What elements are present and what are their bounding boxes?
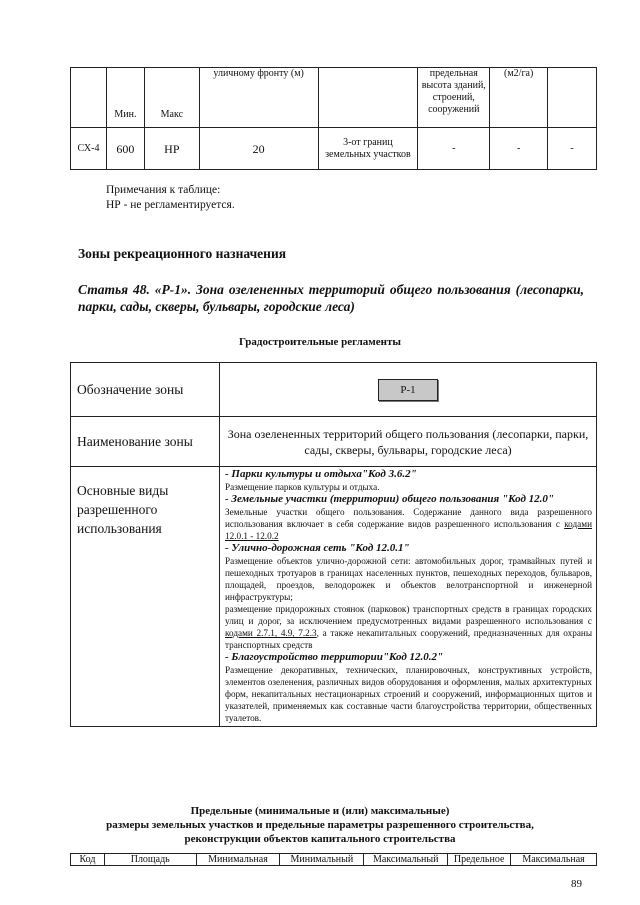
designation-cell (220, 363, 597, 417)
use-description: Размещение парков культуры и отдыха. (225, 482, 380, 492)
table-cell: - (418, 128, 490, 170)
use-text: размещение придорожных стоянок (парковок) транспортных средств в границах городских улиц и дорог, за исключением предусмотренных видами разрешенного использования с (225, 604, 592, 626)
table-header-row (71, 68, 597, 128)
section-heading: Зоны рекреационного назначения (78, 246, 287, 261)
code-link[interactable]: кодами 2.7.1, 4.9, 7.2.3 (225, 628, 317, 638)
table-row (71, 128, 597, 170)
setback-cell: 3-от границ земельных участков (318, 128, 418, 170)
notes-title: Примечания к таблице: (106, 184, 221, 196)
regulations-title: Градостроительные регламенты (238, 336, 401, 348)
header-limit: Предельное (448, 854, 511, 866)
use-description (225, 603, 592, 651)
limits-title (0, 804, 640, 846)
header-min2: Минимальный (280, 854, 364, 866)
zone-name: Зона озелененных территорий общего пользования (лесопарки, парки, сады, скверы, бульвары, городские леса) (220, 417, 597, 467)
table-cell: - (490, 128, 548, 170)
use-description: Размещение декоративных, технических, планировочных, конструктивных устройств, элементов озеленения, различных видов оборудования и оформления, малых архитектурных форм, некапитальных нестационарных строений и сооружений, информационных щитов и указателей, применяемых как составные части благоустройства территории, общественных туалетов. (225, 665, 592, 723)
use-heading: - Благоустройство территории"Код 12.0.2" (225, 651, 444, 663)
zone-code-badge: Р-1 (378, 379, 438, 401)
use-heading: - Земельные участки (территории) общего пользования "Код 12.0" (225, 493, 555, 505)
header-min: Минимальная (196, 854, 280, 866)
code-link[interactable]: кодами 12.0.1 - 12.0.2 (225, 519, 592, 541)
limits-title-line: Предельные (минимальные и (или) максимальные) (190, 805, 450, 817)
header-max: Макс (144, 68, 199, 128)
uses-row (71, 467, 597, 727)
article-title: Статья 48. «Р-1». Зона озелененных территорий общего пользования (лесопарки, парки, сады, скверы, бульвары, городские леса) (78, 282, 584, 314)
uses-label: Основные виды разрешенного использования (71, 467, 220, 727)
header-area: Площадь (104, 854, 196, 866)
notes-text: НР - не регламентируется. (106, 199, 235, 211)
name-row (71, 417, 597, 467)
page-number: 89 (571, 878, 582, 890)
header-max: Максимальный (364, 854, 448, 866)
top-parameters-table (70, 67, 597, 170)
header-max2: Максимальная (511, 854, 597, 866)
table-cell (71, 68, 107, 128)
use-description: Размещение объектов улично-дорожной сети: автомобильных дорог, трамвайных путей и пешеходных тротуаров в границах населенных пунктов, пешеходных переходов, бульваров, площадей, проездов, велодорожек и объектов велотранспортной и инженерной инфраструктуры; (225, 556, 592, 602)
front-cell: 20 (199, 128, 318, 170)
table-header-row (71, 854, 597, 866)
header-front: уличному фронту (м) (199, 68, 318, 128)
header-height: предельная высота зданий, строений, сооружений (418, 68, 490, 128)
designation-label: Обозначение зоны (71, 363, 220, 417)
table-cell (548, 68, 597, 128)
designation-row (71, 363, 597, 417)
min-area-cell: 600 (106, 128, 144, 170)
limits-table (70, 853, 597, 866)
name-label: Наименование зоны (71, 417, 220, 467)
zone-table (70, 362, 597, 727)
table-cell: - (548, 128, 597, 170)
use-text: , а также некапитальных сооружений, предназначенных для охраны транспортных средств (225, 628, 592, 650)
zone-code-cell: СХ-4 (71, 128, 107, 170)
header-min: Мин. (106, 68, 144, 128)
table-cell (318, 68, 418, 128)
limits-title-line: размеры земельных участков и предельные параметры разрешенного строительства, (106, 819, 534, 831)
uses-list (220, 467, 597, 727)
use-heading: - Парки культуры и отдыха"Код 3.6.2" (225, 468, 417, 480)
header-coef: (м2/га) (490, 68, 548, 128)
max-area-cell: НР (144, 128, 199, 170)
use-heading: - Улично-дорожная сеть "Код 12.0.1" (225, 542, 410, 554)
table-notes (106, 183, 235, 213)
limits-title-line: реконструкции объектов капитального строительства (184, 833, 456, 845)
header-code: Код (71, 854, 105, 866)
use-text: Земельные участки общего пользования. Содержание данного вида разрешенного использования включает в себя содержание видов разрешенного использования с (225, 507, 592, 529)
use-description (225, 506, 592, 542)
